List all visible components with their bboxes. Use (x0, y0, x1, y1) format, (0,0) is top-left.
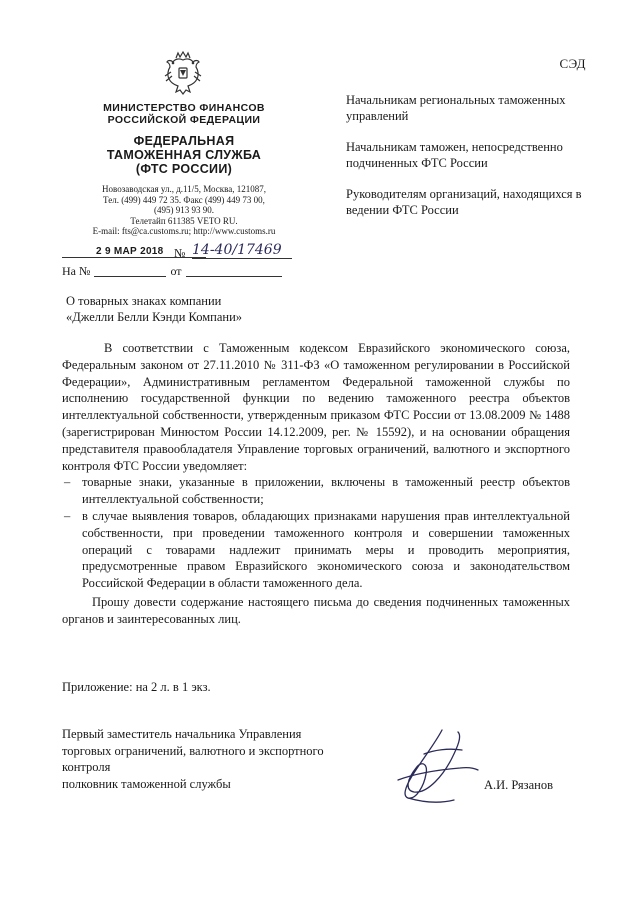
body-paragraph: В соответствии с Таможенным кодексом Евразийского экономического союза, Федеральным законом от 27.11.2010 № 311-ФЗ «О таможенном регулировании в Российской Федерации», Административным регламентом Федеральной таможенной службы по исполнению государственной функции по ведению таможенного реестра объектов интеллектуальной собственности, утвержденным приказом ФТС России от 13.08.2009 № 1488 (зарегистрирован Минюстом России 14.12.2009, рег. № 15592), и на основании обращения представителя правообладателя Управление торговых ограничений, валютного и экспортного контроля ФТС России уведомляет: (62, 341, 570, 473)
signer-name: А.И. Рязанов (484, 778, 553, 792)
addressee-list (346, 92, 596, 233)
attachment-note: Приложение: на 2 л. в 1 экз. (62, 680, 211, 694)
body-list-item: – товарные знаки, указанные в приложении, включены в таможенный реестр объектов интеллектуальной собственности; (64, 475, 570, 507)
reference-date-blank (186, 276, 282, 277)
handwritten-signature (378, 724, 488, 810)
closing-paragraph: Прошу довести содержание настоящего письма до сведения подчиненных таможенных органов и заинтересованных лиц. (62, 594, 570, 626)
body-list-item: – в случае выявления товаров, обладающих признаками нарушения прав интеллектуальной собственности, при проведении таможенного контроля и совершении таможенных операций с товарами надлежит принимать меры и проводить мероприятия, предусмотренные правом Евразийского экономического союза и законодательством Российской Федерации в области таможенного дела. (64, 508, 570, 591)
number-sign: № (174, 246, 186, 260)
dash-bullet-icon: – (64, 475, 71, 490)
issuer-email: E-mail: fts@ca.customs.ru; http://www.customs.ru (92, 226, 276, 236)
reference-from-label: от (170, 264, 182, 278)
addressee-item: Начальникам региональных таможенных управлений (346, 93, 566, 123)
reference-number-blank (94, 276, 166, 277)
registration-date-stamp: 2 9 МАР 2018 (62, 246, 206, 258)
issuer-address: Новозаводская ул., д.11/5, Москва, 121087, (102, 184, 266, 194)
ministry-name: МИНИСТЕРСТВО ФИНАНСОВ РОССИЙСКОЙ ФЕДЕРАЦИИ (103, 102, 265, 126)
russian-coat-of-arms-icon (162, 50, 204, 98)
addressee-item: Начальникам таможен, непосредственно подчиненных ФТС России (346, 140, 563, 170)
issuer-phone-2: (495) 913 93 90. (154, 205, 214, 215)
reference-prefix: На № (62, 264, 91, 278)
service-name: ФЕДЕРАЛЬНАЯ ТАМОЖЕННАЯ СЛУЖБА (ФТС РОССИИ) (106, 134, 262, 176)
issuer-phone: Тел. (499) 449 72 35. Факс (499) 449 73 00, (103, 194, 265, 205)
reference-line (62, 264, 294, 279)
letter-subject: О товарных знаках компании «Джелли Белли Кэнди Компани» (66, 294, 243, 324)
dash-bullet-icon: – (64, 508, 71, 523)
addressee-item: Руководителям организаций, находящихся в ведении ФТС России (346, 187, 582, 217)
letter-body (62, 340, 570, 628)
issuer-teletype: Телетайп 611385 VETO RU. (130, 215, 238, 226)
document-system-mark: СЭД (559, 56, 586, 71)
signer-title: Первый заместитель начальника Управления торговых ограничений, валютного и экспортного контроля полковник таможенной службы (62, 727, 324, 791)
registration-number: 14-40/17469 (192, 242, 292, 259)
issuer-contacts (64, 184, 304, 237)
issuer-block (64, 102, 304, 237)
